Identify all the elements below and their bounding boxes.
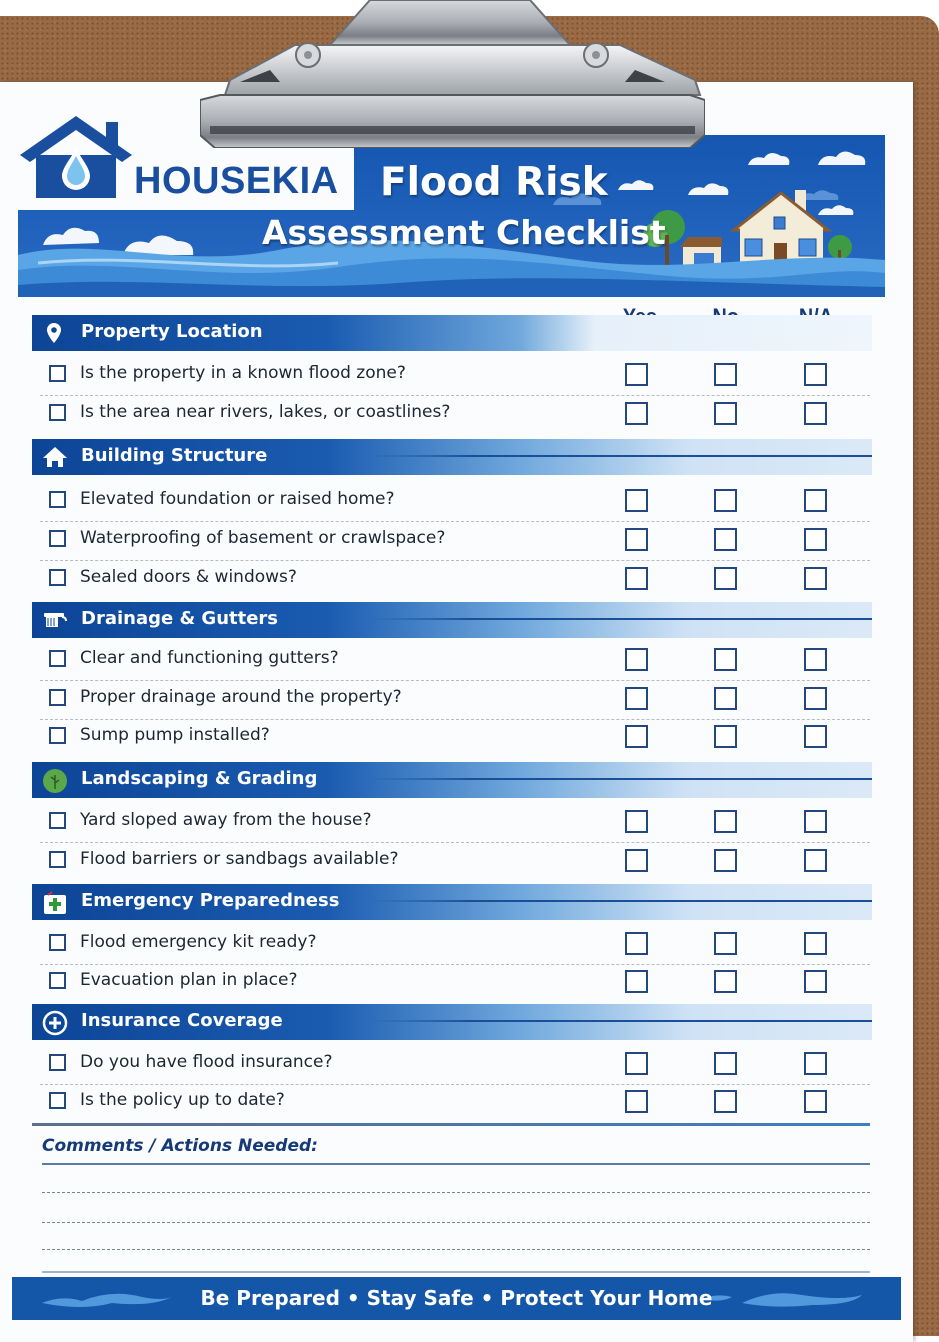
- section-header-property-location: [32, 315, 872, 351]
- comment-line[interactable]: [42, 1192, 870, 1193]
- checklist-row: [40, 1045, 870, 1085]
- na-checkbox[interactable]: [804, 363, 827, 386]
- no-checkbox[interactable]: [714, 687, 737, 710]
- na-checkbox[interactable]: [804, 970, 827, 993]
- tree-icon: [42, 768, 66, 792]
- checklist-row: [40, 718, 870, 757]
- item-checkbox[interactable]: [49, 530, 66, 547]
- question-text: Waterproofing of basement or crawlspace?: [80, 528, 446, 548]
- question-text: Is the property in a known flood zone?: [80, 363, 406, 383]
- comment-line[interactable]: [42, 1163, 870, 1165]
- yes-checkbox[interactable]: [625, 1052, 648, 1075]
- no-checkbox[interactable]: [714, 528, 737, 551]
- map-pin-icon: [42, 321, 66, 345]
- section-header-building-structure: [32, 439, 872, 475]
- yes-checkbox[interactable]: [625, 687, 648, 710]
- yes-checkbox[interactable]: [625, 970, 648, 993]
- house-drop-logo-icon: [18, 110, 138, 200]
- section-header-drainage-gutters: [32, 602, 872, 638]
- item-checkbox[interactable]: [49, 972, 66, 989]
- yes-checkbox[interactable]: [625, 1090, 648, 1113]
- section-title: Insurance Coverage: [81, 1010, 283, 1031]
- question-text: Is the area near rivers, lakes, or coastlines?: [80, 402, 451, 422]
- item-checkbox[interactable]: [49, 689, 66, 706]
- plus-circle-icon: [42, 1010, 66, 1034]
- section-title: Emergency Preparedness: [81, 890, 340, 911]
- yes-checkbox[interactable]: [625, 567, 648, 590]
- question-text: Proper drainage around the property?: [80, 687, 402, 707]
- section-header-emergency-preparedness: [32, 884, 872, 920]
- no-checkbox[interactable]: [714, 810, 737, 833]
- brand-name: HOUSEKIA: [134, 160, 339, 202]
- section-header-insurance-coverage: [32, 1004, 872, 1040]
- no-checkbox[interactable]: [714, 1090, 737, 1113]
- question-text: Flood barriers or sandbags available?: [80, 849, 399, 869]
- item-checkbox[interactable]: [49, 491, 66, 508]
- question-text: Evacuation plan in place?: [80, 970, 298, 990]
- no-checkbox[interactable]: [714, 567, 737, 590]
- na-checkbox[interactable]: [804, 567, 827, 590]
- item-checkbox[interactable]: [49, 569, 66, 586]
- yes-checkbox[interactable]: [625, 489, 648, 512]
- question-text: Yard sloped away from the house?: [80, 810, 372, 830]
- na-checkbox[interactable]: [804, 810, 827, 833]
- item-checkbox[interactable]: [49, 650, 66, 667]
- section-title: Landscaping & Grading: [81, 768, 318, 789]
- checklist-row: [40, 521, 870, 561]
- yes-checkbox[interactable]: [625, 648, 648, 671]
- no-checkbox[interactable]: [714, 648, 737, 671]
- na-checkbox[interactable]: [804, 528, 827, 551]
- question-text: Elevated foundation or raised home?: [80, 489, 395, 509]
- checklist-row: [40, 803, 870, 843]
- yes-checkbox[interactable]: [625, 810, 648, 833]
- comment-line[interactable]: [42, 1249, 870, 1250]
- house-icon: [42, 445, 66, 469]
- question-text: Flood emergency kit ready?: [80, 932, 317, 952]
- yes-checkbox[interactable]: [625, 932, 648, 955]
- section-title: Building Structure: [81, 445, 268, 466]
- no-checkbox[interactable]: [714, 363, 737, 386]
- checklist-row: [40, 641, 870, 681]
- question-text: Clear and functioning gutters?: [80, 648, 339, 668]
- checklist-row: [40, 356, 870, 396]
- checklist-row: [40, 963, 870, 1002]
- checklist-row: [40, 1083, 870, 1122]
- no-checkbox[interactable]: [714, 849, 737, 872]
- no-checkbox[interactable]: [714, 970, 737, 993]
- na-checkbox[interactable]: [804, 489, 827, 512]
- na-checkbox[interactable]: [804, 1090, 827, 1113]
- na-checkbox[interactable]: [804, 1052, 827, 1075]
- title-line-1: Flood Risk: [380, 160, 608, 205]
- item-checkbox[interactable]: [49, 851, 66, 868]
- na-checkbox[interactable]: [804, 687, 827, 710]
- yes-checkbox[interactable]: [625, 402, 648, 425]
- na-checkbox[interactable]: [804, 725, 827, 748]
- checklist-row: [40, 482, 870, 522]
- yes-checkbox[interactable]: [625, 849, 648, 872]
- yes-checkbox[interactable]: [625, 725, 648, 748]
- question-text: Sump pump installed?: [80, 725, 270, 745]
- na-checkbox[interactable]: [804, 849, 827, 872]
- item-checkbox[interactable]: [49, 727, 66, 744]
- item-checkbox[interactable]: [49, 404, 66, 421]
- no-checkbox[interactable]: [714, 402, 737, 425]
- item-checkbox[interactable]: [49, 934, 66, 951]
- no-checkbox[interactable]: [714, 932, 737, 955]
- section-title: Property Location: [81, 321, 263, 342]
- section-header-landscaping-grading: [32, 762, 872, 798]
- comment-line[interactable]: [42, 1222, 870, 1223]
- checklist-row: [40, 842, 870, 881]
- yes-checkbox[interactable]: [625, 363, 648, 386]
- first-aid-kit-icon: [42, 890, 66, 914]
- footer-banner: [12, 1277, 901, 1320]
- gutter-icon: [42, 608, 66, 632]
- item-checkbox[interactable]: [49, 1092, 66, 1109]
- item-checkbox[interactable]: [49, 365, 66, 382]
- checklist-row: [40, 680, 870, 720]
- divider: [32, 1123, 870, 1126]
- question-text: Is the policy up to date?: [80, 1090, 285, 1110]
- item-checkbox[interactable]: [49, 812, 66, 829]
- checklist-row: [40, 560, 870, 599]
- item-checkbox[interactable]: [49, 1054, 66, 1071]
- checklist-row: [40, 925, 870, 965]
- na-checkbox[interactable]: [804, 402, 827, 425]
- no-checkbox[interactable]: [714, 489, 737, 512]
- footer-tagline: Be Prepared • Stay Safe • Protect Your Home: [200, 1286, 713, 1310]
- section-title: Drainage & Gutters: [81, 608, 279, 629]
- clipboard-clip: [200, 0, 705, 148]
- title-line-2: Assessment Checklist: [262, 213, 666, 252]
- comments-label: Comments / Actions Needed:: [42, 1136, 318, 1156]
- question-text: Sealed doors & windows?: [80, 567, 297, 587]
- question-text: Do you have flood insurance?: [80, 1052, 333, 1072]
- na-checkbox[interactable]: [804, 648, 827, 671]
- no-checkbox[interactable]: [714, 725, 737, 748]
- comment-line: [42, 1271, 870, 1273]
- checklist-row: [40, 395, 870, 434]
- no-checkbox[interactable]: [714, 1052, 737, 1075]
- na-checkbox[interactable]: [804, 932, 827, 955]
- yes-checkbox[interactable]: [625, 528, 648, 551]
